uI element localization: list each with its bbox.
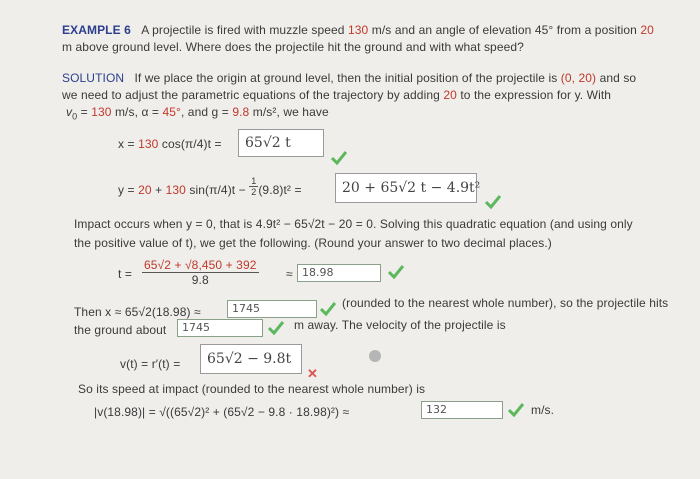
frac-num: 1 [251, 176, 257, 187]
incorrect-x-icon: ✕ [307, 366, 318, 381]
half-fraction [249, 176, 258, 197]
t-numerator: 65√2 + √8,450 + 392 [144, 258, 257, 272]
v-symbol: v [66, 105, 73, 119]
start-height: 20 [640, 23, 654, 37]
solution-line-2 [62, 88, 611, 102]
muzzle-speed: 130 [348, 23, 369, 37]
solution-text-h: m/s, α = [111, 105, 163, 119]
approx-sign: ≈ [286, 267, 293, 281]
y-eq-c1: 20 [138, 183, 152, 197]
y-equation [118, 176, 302, 198]
g-value: 9.8 [232, 105, 250, 119]
speed-answer-input[interactable]: 132 [421, 401, 503, 419]
then-text-b: (rounded to the nearest whole number), so the projectile hits [342, 296, 669, 310]
initial-position: (0, 20) [560, 71, 597, 85]
alpha-value: 45° [162, 105, 181, 119]
x-eq-coef: 130 [138, 137, 159, 151]
ground-distance-input[interactable]: 1745 [177, 319, 263, 337]
then-text-d: m away. The velocity of the projectile is [294, 318, 506, 332]
check-icon [268, 321, 284, 335]
frac-den: 2 [251, 187, 257, 198]
check-icon [331, 151, 347, 165]
speed-line: So its speed at impact (rounded to the nearest whole number) is [78, 382, 426, 396]
x-equation [118, 137, 222, 151]
then-text-a: Then x ≈ 65√2(18.98) ≈ [74, 305, 201, 319]
solution-line-1 [62, 71, 636, 85]
check-icon [508, 403, 524, 417]
velocity-answer-box[interactable]: 65√2 − 9.8t [200, 344, 302, 374]
impact-line-2: the positive value of t), we get the following. (Round your answer to two decimal places.) [74, 236, 552, 250]
v0-value: 130 [91, 105, 112, 119]
speed-unit: m/s. [531, 403, 555, 417]
hint-dot-icon[interactable] [369, 350, 381, 362]
t-denominator: 9.8 [191, 273, 209, 287]
x-answer-box[interactable]: 65√2 t [238, 129, 324, 157]
x-eq-left: x = [118, 137, 139, 151]
check-icon [320, 302, 336, 316]
problem-text-a: A projectile is fired with muzzle speed [141, 23, 348, 37]
y-eq-plus: + [151, 183, 166, 197]
solution-text-j: m/s², we have [249, 105, 329, 119]
problem-text-b: m/s and an angle of elevation 45° from a position [368, 23, 641, 37]
t-fraction [142, 258, 259, 287]
y-eq-tail: (9.8)t² = [258, 183, 302, 197]
velocity-left: v(t) = r′(t) = [120, 357, 181, 371]
solution-label: SOLUTION [62, 71, 125, 85]
example-label: EXAMPLE 6 [62, 23, 131, 37]
check-icon [388, 265, 404, 279]
y-eq-left: y = [118, 183, 139, 197]
solution-text-i: , and g = [180, 105, 233, 119]
x-eq-rest: cos(π/4)t = [158, 137, 222, 151]
solution-text-a: If we place the origin at ground level, then the initial position of the projectile is [134, 71, 561, 85]
y-eq-c2: 130 [165, 183, 186, 197]
t-eq-left: t = [118, 267, 132, 281]
problem-line-2: m above ground level. Where does the projectile hit the ground and with what speed? [62, 40, 524, 54]
impact-line-1: Impact occurs when y = 0, that is 4.9t² − 65√2t − 20 = 0. Solving this quadratic equation (and using only [74, 217, 633, 231]
speed-expr: |v(18.98)| = √((65√2)² + (65√2 − 9.8 · 18.98)²) ≈ [94, 405, 350, 419]
eq-sign: = [77, 105, 92, 119]
then-text-c: the ground about [74, 323, 167, 337]
t-answer-input[interactable]: 18.98 [297, 264, 381, 282]
solution-line-3 [66, 105, 329, 121]
solution-text-d: to the expression for y. With [456, 88, 612, 102]
solution-text-b: and so [596, 71, 637, 85]
added-height: 20 [443, 88, 457, 102]
check-icon [485, 195, 501, 209]
y-answer-box[interactable]: 20 + 65√2 t − 4.9t² [335, 173, 477, 203]
y-eq-mid: sin(π/4)t − [185, 183, 250, 197]
v-subscript: 0 [72, 111, 78, 122]
x-distance-input[interactable]: 1745 [227, 300, 317, 318]
solution-text-c: we need to adjust the parametric equations of the trajectory by adding [62, 88, 444, 102]
problem-line-1 [62, 23, 654, 37]
